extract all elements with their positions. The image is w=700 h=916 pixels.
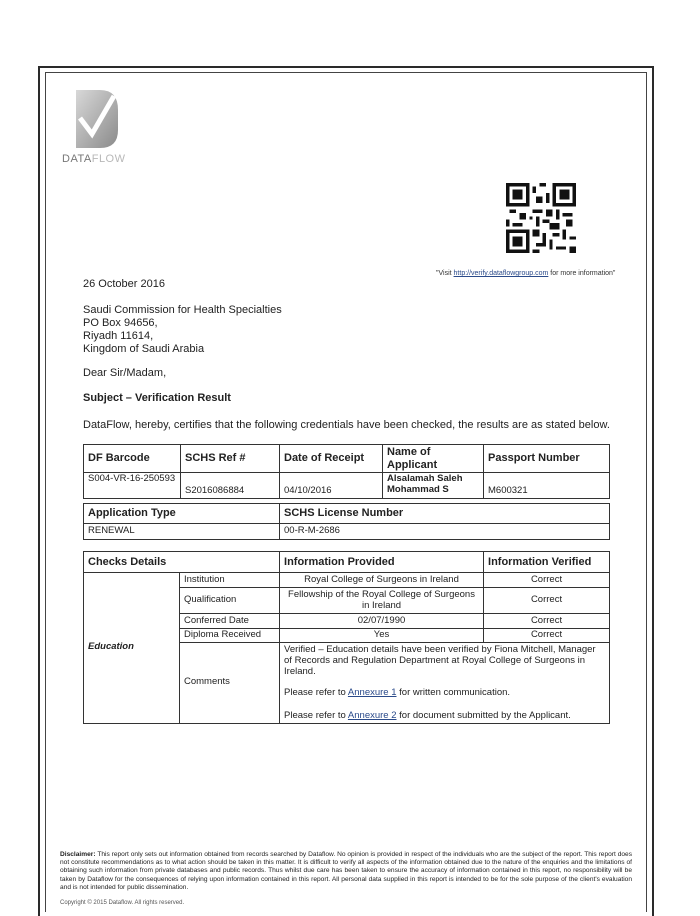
comments-cell: [280, 643, 610, 724]
info-provided: Fellowship of the Royal College of Surgeons in Ireland: [280, 588, 484, 614]
info-provided: Yes: [280, 629, 484, 643]
checks-table: [83, 551, 610, 724]
col-header: Application Type: [84, 504, 280, 524]
check-label: Qualification: [180, 588, 280, 614]
info-verified: Correct: [484, 629, 610, 643]
table-header-row: [84, 552, 610, 573]
address-line: Kingdom of Saudi Arabia: [83, 343, 205, 355]
subject-line: Subject – Verification Result: [83, 392, 231, 404]
info-provided: Royal College of Surgeons in Ireland: [280, 573, 484, 588]
intro-text: DataFlow, hereby, certifies that the following credentials have been checked, the results are as stated below.: [83, 419, 610, 431]
info-verified: Correct: [484, 588, 610, 614]
disclaimer-text: Disclaimer: This report only sets out information obtained from records searched by Dataflow. No opinion is provided in respect of the individuals who are the subject of the report. This report does not constitute recommendations as to what action should be taken in this matter. It is difficult to verify all aspects of the information obtained due to the nature of the enquiries and the limitations of obtaining such information from private databases and public records. Thus whilst due care has been taken to ensure the accuracy of information contained in this report, no responsibility will be taken by Dataflow for the consequences of relying upon information contained in this report. All personal data supplied in this report is intended to be for the sole purpose of the client's evaluation and is not intended for public dissemination.: [60, 851, 632, 891]
verify-link[interactable]: http://verify.dataflowgroup.com: [453, 270, 549, 277]
check-label: Diploma Received: [180, 629, 280, 643]
col-header: Passport Number: [484, 445, 610, 473]
col-header: Name of Applicant: [383, 445, 484, 473]
dataflow-wordmark: DATAFLOW: [62, 153, 126, 165]
info-verified: Correct: [484, 614, 610, 629]
col-header: DF Barcode: [84, 445, 181, 473]
annexure-2-link[interactable]: Annexure 2: [347, 709, 397, 721]
applicant-name-value: Alsalamah Saleh Mohammad S: [383, 473, 484, 499]
letter-date: 26 October 2016: [83, 278, 165, 290]
address-line: Saudi Commission for Health Specialties: [83, 304, 282, 316]
address-line: Riyadh 11614,: [83, 330, 154, 342]
address-line: PO Box 94656,: [83, 317, 158, 329]
table-row: [84, 473, 610, 499]
applicant-table: [83, 444, 610, 499]
verify-url-note: "Visit http://verify.dataflowgroup.com for more information": [436, 270, 616, 277]
license-number-value: 00-R-M-2686: [280, 524, 610, 540]
check-label: Institution: [180, 573, 280, 588]
check-label: Comments: [180, 643, 280, 724]
col-header: Information Verified: [484, 552, 610, 573]
section-label: Education: [84, 573, 180, 724]
comments-text: Verified – Education details have been verified by Fiona Mitchell, Manager of Records and Regulation Department at Royal College of Surgeons in Ireland.: [284, 644, 596, 677]
application-type-value: RENEWAL: [84, 524, 280, 540]
info-verified: Correct: [484, 573, 610, 588]
col-header: Date of Receipt: [280, 445, 383, 473]
table-row: [84, 573, 610, 588]
info-provided: 02/07/1990: [280, 614, 484, 629]
application-table: [83, 503, 610, 540]
receipt-date-value: 04/10/2016: [280, 473, 383, 499]
annexure-note: Please refer to Annexure 2 for document submitted by the Applicant.: [284, 709, 571, 721]
check-label: Conferred Date: [180, 614, 280, 629]
table-header-row: [84, 445, 610, 473]
table-row: [84, 524, 610, 540]
copyright-text: Copyright © 2015 Dataflow. All rights reserved.: [60, 900, 185, 906]
table-header-row: [84, 504, 610, 524]
col-header: SCHS License Number: [280, 504, 610, 524]
passport-value: M600321: [484, 473, 610, 499]
df-barcode-value: S004-VR-16-250593: [84, 473, 181, 499]
qr-code-icon: [506, 183, 576, 253]
schs-ref-value: S2016086884: [181, 473, 280, 499]
salutation: Dear Sir/Madam,: [83, 367, 167, 379]
col-header: Information Provided: [280, 552, 484, 573]
col-header: Checks Details: [84, 552, 280, 573]
annexure-note: Please refer to Annexure 1 for written communication.: [284, 686, 511, 698]
col-header: SCHS Ref #: [181, 445, 280, 473]
annexure-1-link[interactable]: Annexure 1: [347, 686, 397, 698]
